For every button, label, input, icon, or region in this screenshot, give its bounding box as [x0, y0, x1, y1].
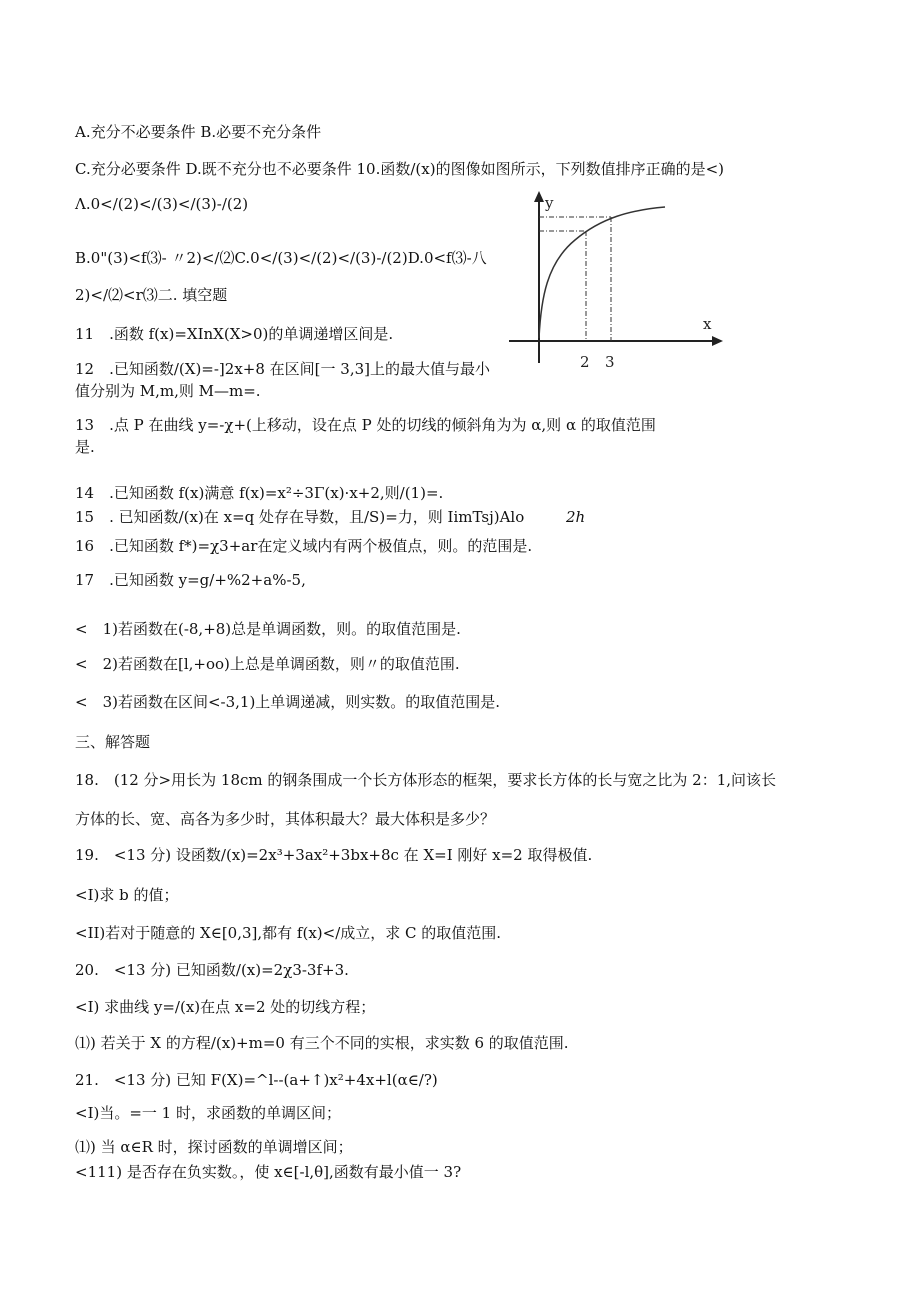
q9-options-line-1: A.充分不必要条件 B.必要不充分条件 [75, 123, 322, 141]
question-21-part-2: ⑴) 当 α∈R 时，探讨函数的单调增区间； [75, 1138, 353, 1156]
x-tick-3: 3 [605, 353, 615, 370]
section-3-title: 三、解答题 [75, 733, 151, 751]
question-12-line-2: 值分别为 M,m,则 M—m=. [75, 382, 261, 400]
question-19: 19. <13 分) 设函数/(x)=2x³+3ax²+3bx+8c 在 X=I 刚好 x=2 取得极值. [75, 846, 593, 864]
y-axis-label: y [545, 194, 554, 212]
question-11: 11 .函数 f(x)=XInX(X>0)的单调递增区间是. [75, 325, 394, 343]
question-17-part-2: < 2)若函数在[l,+oo)上总是单调函数，则〃的取值范围. [75, 655, 460, 673]
question-20-part-2: ⑴) 若关于 X 的方程/(x)+m=0 有三个不同的实根，求实数 6 的取值范围. [75, 1034, 569, 1052]
question-16: 16 .已知函数 f*)=χ3+ar在定义域内有两个极值点，则。的范围是. [75, 537, 533, 555]
q10-option-a: Λ.0</(2)</(3)</(3)-/(2) [75, 195, 249, 213]
question-15-tail: 2h [566, 508, 586, 526]
function-graph [505, 188, 727, 370]
question-21-part-3: <111) 是否存在负实数。，使 x∈[-l,θ],函数有最小值一 3? [75, 1163, 462, 1181]
question-12-line-1: 12 .已知函数/(X)=-]2x+8 在区间[一 3,3]上的最大值与最小 [75, 360, 490, 378]
question-19-part-1: <I)求 b 的值； [75, 886, 179, 904]
question-13-line-2: 是. [75, 438, 95, 456]
question-13-line-1: 13 .点 P 在曲线 y=-χ+(上移动，设在点 P 处的切线的倾斜角为为 α,则 α 的取值范围 [75, 416, 656, 434]
question-19-part-2: <II)若对于随意的 X∈[0,3],都有 f(x)</成立，求 C 的取值范围. [75, 924, 502, 942]
question-20: 20. <13 分) 已知函数/(x)=2χ3-3f+3. [75, 961, 349, 979]
x-tick-2: 2 [580, 353, 590, 370]
q10-options-tail: 2)</⑵<r⑶二. 填空题 [75, 286, 228, 304]
question-17-part-3: < 3)若函数在区间<-3,1)上单调递减，则实数。的取值范围是. [75, 693, 501, 711]
question-21-part-1: <I)当。=一 1 时，求函数的单调区间； [75, 1104, 341, 1122]
x-axis-arrow-icon [712, 336, 723, 346]
question-21: 21. <13 分) 已知 F(X)=^l--(a+↑)x²+4x+l(α∈/?) [75, 1071, 438, 1089]
question-18-line-1: 18. (12 分>用长为 18cm 的钢条围成一个长方体形态的框架，要求长方体的长与宽之比为 2：1,问该长 [75, 771, 777, 789]
question-20-part-1: <I) 求曲线 y=/(x)在点 x=2 处的切线方程； [75, 998, 376, 1016]
function-curve [539, 207, 665, 338]
q10-options-b-c-d: B.0"(3)<f⑶- 〃2)</⑵C.0</(3)</(2)</(3)-/(2)D.0<f⑶-八 [75, 249, 487, 267]
question-14: 14 .已知函数 f(x)满意 f(x)=x²÷3Γ(x)·x+2,则/(1)=. [75, 484, 444, 502]
question-17: 17 .已知函数 y=g/+%2+a%-5, [75, 571, 306, 589]
question-17-part-1: < 1)若函数在(-8,+8)总是单调函数，则。的取值范围是. [75, 620, 461, 638]
q9-options-line-2: C.充分必要条件 D.既不充分也不必要条件 10.函数/(x)的图像如图所示，下列数值排序正确的是<) [75, 160, 725, 178]
y-axis-arrow-icon [534, 191, 544, 202]
question-15: 15 . 已知函数/(x)在 x=q 处存在导数，且/S)=力，则 IimTsj)Alo [75, 508, 525, 526]
x-axis-label: x [703, 315, 712, 333]
question-18-line-2: 方体的长、宽、高各为多少时，其体积最大？最大体积是多少？ [75, 810, 496, 828]
